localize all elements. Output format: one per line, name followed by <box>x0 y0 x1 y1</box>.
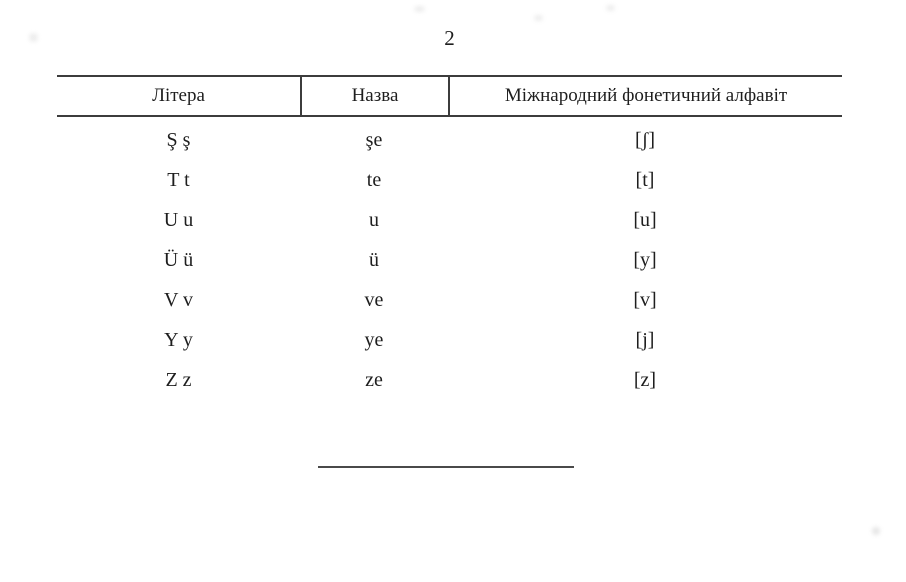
header-name: Назва <box>300 77 448 115</box>
table-row <box>57 200 842 240</box>
scan-artifact <box>414 6 425 12</box>
cell-ipa: [v] <box>633 288 657 311</box>
table-row <box>57 120 842 160</box>
scan-artifact <box>29 33 38 42</box>
cell-ipa: [u] <box>633 208 657 231</box>
header-ipa: Міжнародний фонетичний алфавіт <box>448 77 842 115</box>
scan-artifact <box>606 5 615 11</box>
cell-letter: T t <box>167 168 190 191</box>
cell-ipa: [t] <box>635 168 655 191</box>
scan-artifact <box>872 527 880 535</box>
cell-letter: U u <box>163 208 194 231</box>
cell-ipa: [ʃ] <box>635 128 655 151</box>
cell-letter: Z z <box>165 368 192 391</box>
cell-letter: V v <box>163 288 194 311</box>
cell-name: u <box>369 208 379 231</box>
alphabet-table <box>57 75 842 400</box>
table-row <box>57 160 842 200</box>
cell-ipa: [j] <box>635 328 655 351</box>
cell-ipa: [y] <box>633 248 657 271</box>
cell-name: şe <box>365 128 383 151</box>
table-row <box>57 240 842 280</box>
scan-artifact <box>534 15 543 21</box>
header-letter: Літера <box>152 85 205 106</box>
cell-name: ü <box>369 248 379 271</box>
table-row <box>57 360 842 400</box>
cell-name: ze <box>365 368 383 391</box>
table-row <box>57 320 842 360</box>
cell-ipa: [z] <box>633 368 657 391</box>
cell-letter: Y y <box>164 328 193 351</box>
cell-letter: Ü ü <box>163 248 194 271</box>
cell-name: te <box>366 168 382 191</box>
footnote-rule <box>318 466 574 468</box>
cell-name: ve <box>364 288 384 311</box>
cell-name: ye <box>364 328 384 351</box>
table-header-row <box>57 75 842 117</box>
page-number: 2 <box>444 26 455 50</box>
cell-letter: Ş ş <box>166 128 191 151</box>
table-row <box>57 280 842 320</box>
table-body <box>57 117 842 400</box>
